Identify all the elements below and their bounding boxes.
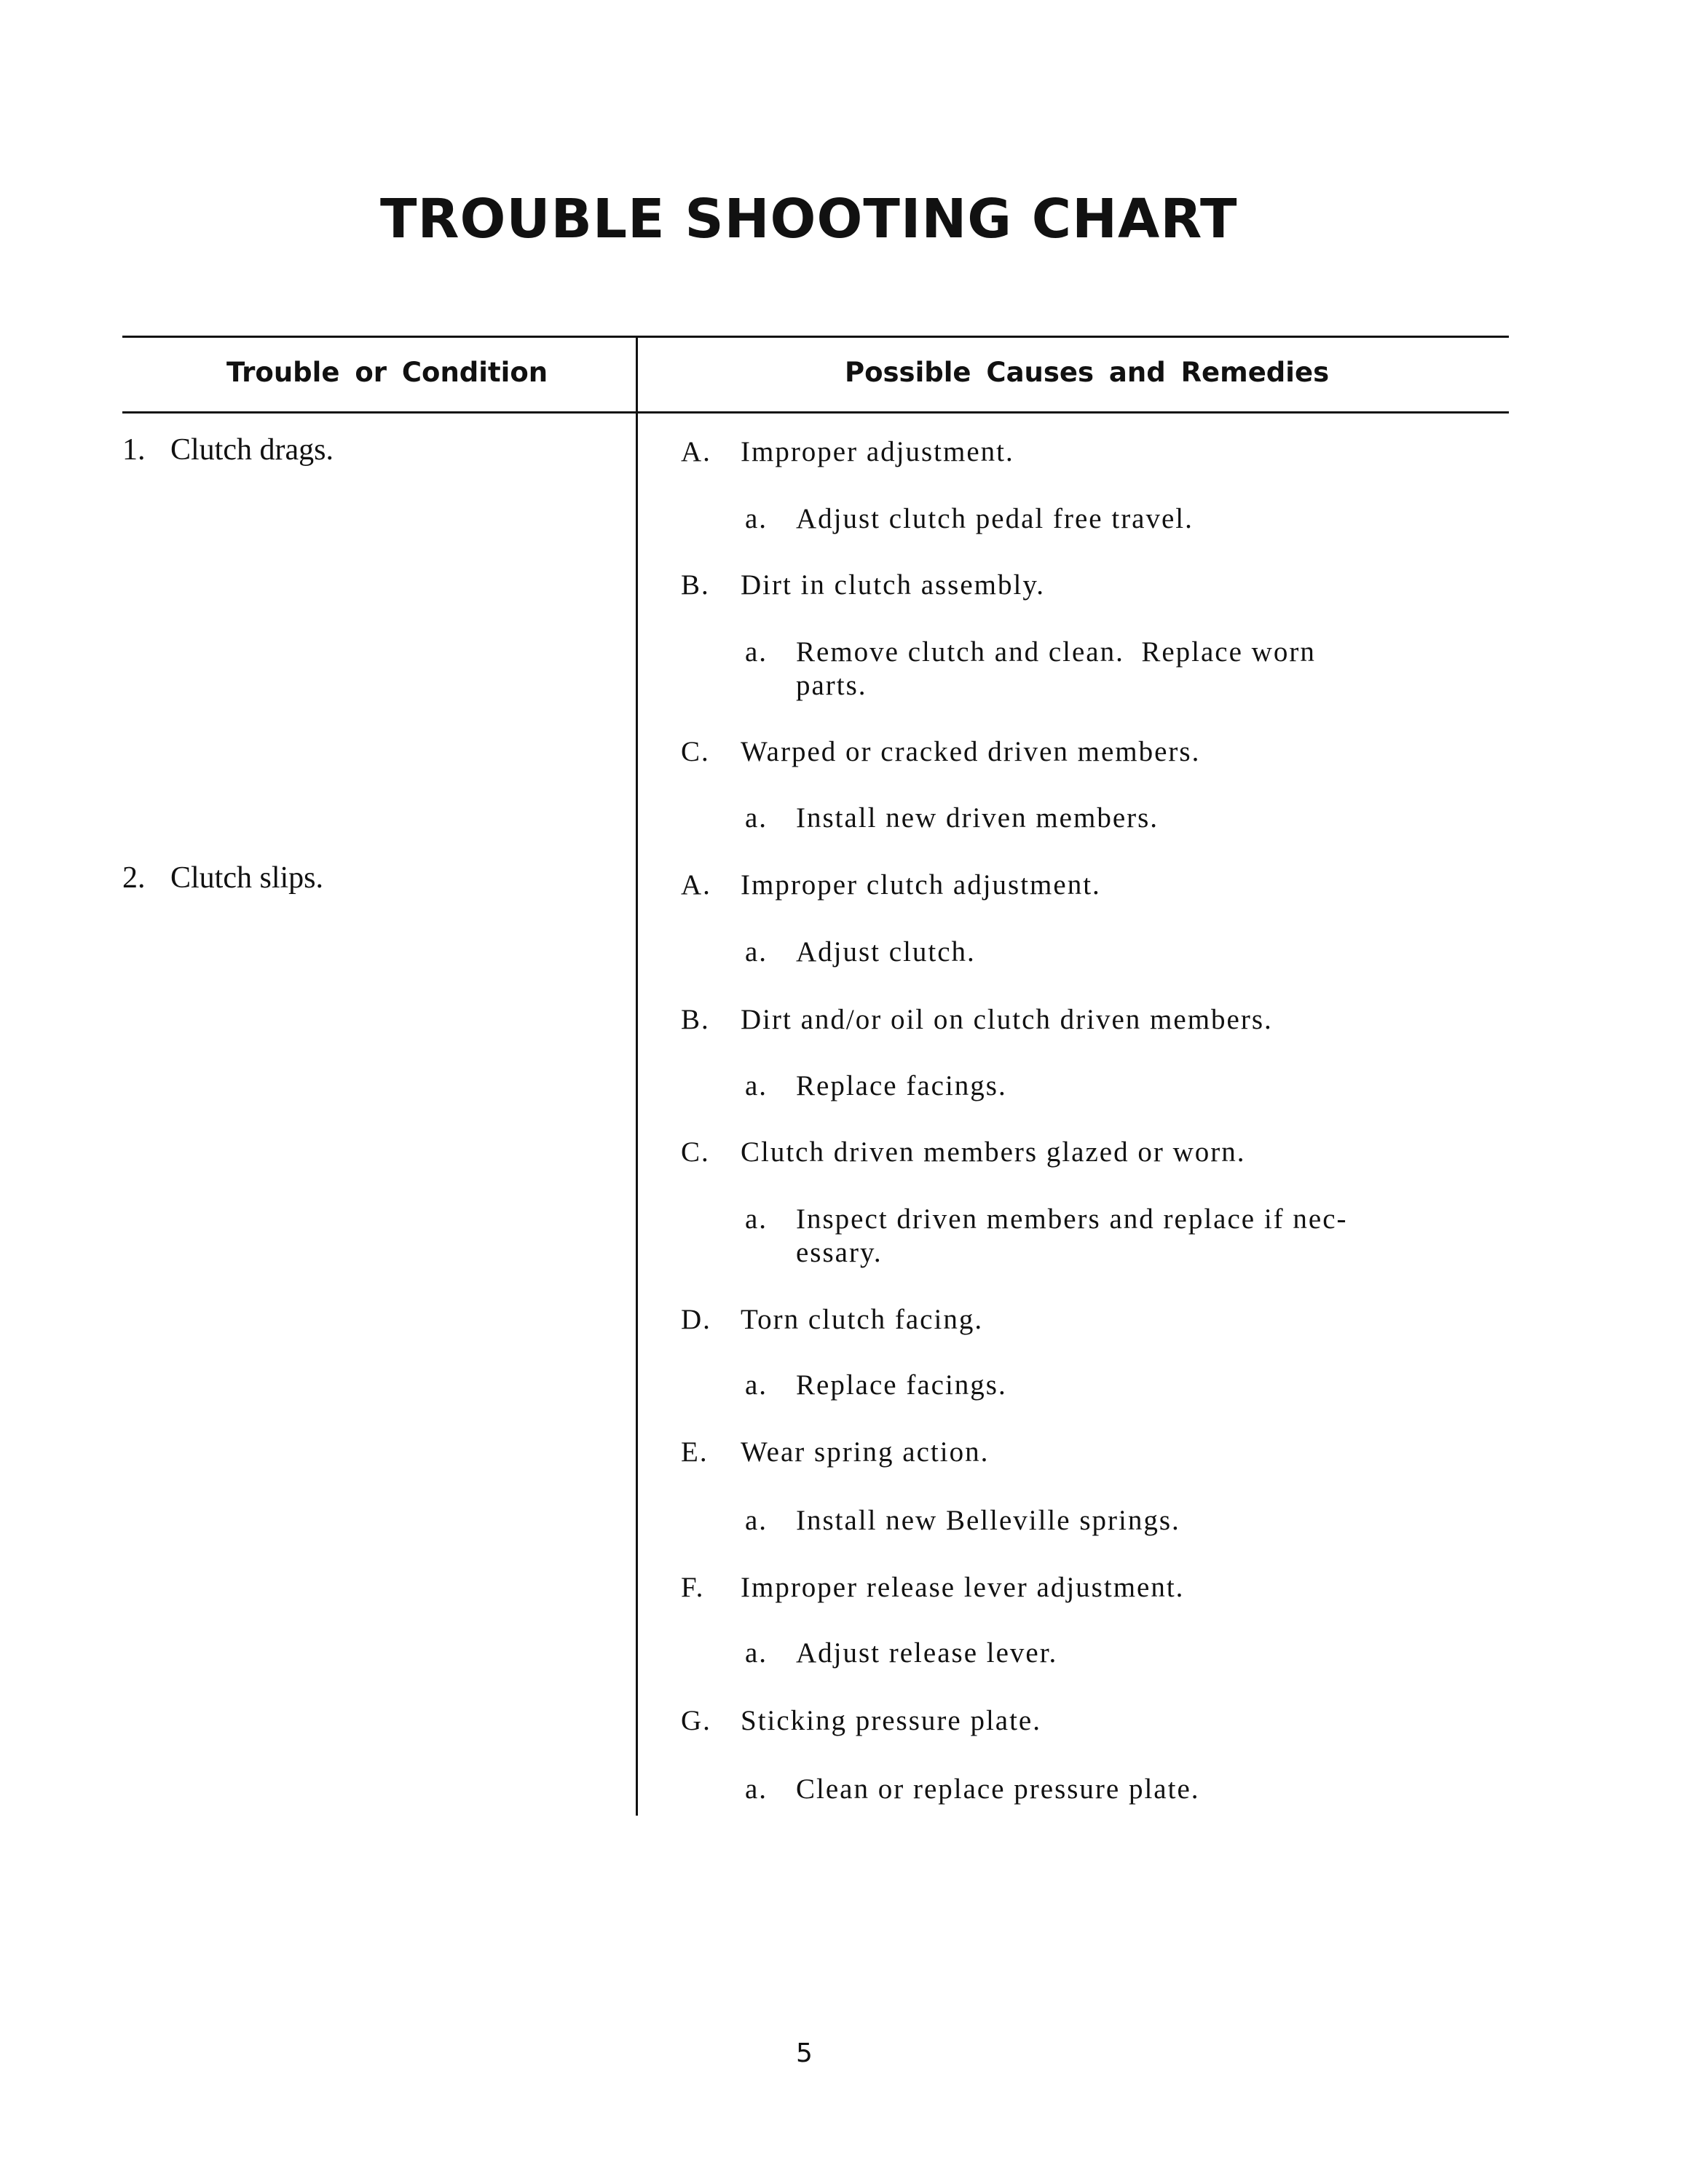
cause-item bbox=[681, 1571, 1184, 1605]
trouble-label: Clutch slips. bbox=[170, 861, 324, 895]
remedy-item bbox=[745, 1369, 1007, 1402]
remedy-text-continued: parts. bbox=[796, 670, 867, 701]
remedy-text: Adjust clutch pedal free travel. bbox=[796, 503, 1194, 534]
remedy-item bbox=[745, 1637, 1057, 1670]
remedy-letter: a. bbox=[745, 636, 768, 668]
cause-item bbox=[681, 435, 1014, 469]
remedy-letter: a. bbox=[745, 1505, 768, 1536]
remedy-letter: a. bbox=[745, 1070, 768, 1101]
cause-letter: D. bbox=[681, 1304, 711, 1335]
remedy-text-continued: essary. bbox=[796, 1237, 883, 1268]
column-header-trouble: Trouble or Condition bbox=[226, 357, 548, 388]
cause-letter: A. bbox=[681, 436, 711, 467]
cause-letter: F. bbox=[681, 1572, 705, 1603]
cause-text: Dirt in clutch assembly. bbox=[741, 569, 1046, 601]
cause-item bbox=[681, 735, 1200, 769]
remedy-item bbox=[745, 1069, 1007, 1103]
cause-text: Warped or cracked driven members. bbox=[741, 736, 1201, 767]
remedy-text: Remove clutch and clean. Replace worn bbox=[796, 636, 1316, 668]
cause-text: Improper release lever adjustment. bbox=[741, 1572, 1185, 1603]
cause-item bbox=[681, 569, 1045, 602]
cause-letter: B. bbox=[681, 1004, 710, 1035]
remedy-item bbox=[745, 1504, 1180, 1538]
trouble-number: 2. bbox=[122, 861, 146, 895]
cause-item bbox=[681, 1436, 989, 1469]
table-header-rule bbox=[122, 411, 1509, 414]
remedy-letter: a. bbox=[745, 936, 768, 968]
cause-letter: A. bbox=[681, 869, 711, 901]
remedy-text: Clean or replace pressure plate. bbox=[796, 1773, 1200, 1805]
cause-text: Wear spring action. bbox=[741, 1436, 990, 1468]
remedy-text: Replace facings. bbox=[796, 1369, 1007, 1401]
remedy-text: Inspect driven members and replace if nec- bbox=[796, 1203, 1348, 1235]
cause-letter: E. bbox=[681, 1436, 709, 1468]
remedy-item bbox=[745, 1773, 1200, 1806]
page-number: 5 bbox=[796, 2038, 813, 2068]
cause-letter: C. bbox=[681, 736, 710, 767]
cause-item bbox=[681, 1136, 1246, 1169]
remedy-item bbox=[745, 502, 1194, 536]
cause-text: Torn clutch facing. bbox=[741, 1304, 984, 1335]
remedy-item bbox=[745, 1203, 1348, 1270]
cause-item bbox=[681, 869, 1101, 902]
trouble-item bbox=[122, 860, 323, 895]
column-divider bbox=[636, 336, 638, 1816]
cause-item bbox=[681, 1303, 983, 1337]
remedy-text: Install new driven members. bbox=[796, 802, 1159, 834]
table-top-rule bbox=[122, 336, 1509, 338]
remedy-item bbox=[745, 636, 1316, 703]
remedy-item bbox=[745, 802, 1159, 835]
remedy-letter: a. bbox=[745, 1369, 768, 1401]
trouble-label: Clutch drags. bbox=[170, 433, 334, 467]
cause-letter: G. bbox=[681, 1705, 711, 1736]
remedy-letter: a. bbox=[745, 802, 768, 834]
remedy-letter: a. bbox=[745, 1203, 768, 1235]
cause-letter: C. bbox=[681, 1136, 710, 1168]
remedy-item bbox=[745, 935, 976, 969]
cause-text: Improper adjustment. bbox=[741, 436, 1014, 467]
cause-text: Improper clutch adjustment. bbox=[741, 869, 1101, 901]
cause-item bbox=[681, 1704, 1041, 1738]
cause-text: Dirt and/or oil on clutch driven members. bbox=[741, 1004, 1273, 1035]
cause-text: Sticking pressure plate. bbox=[741, 1705, 1041, 1736]
remedy-letter: a. bbox=[745, 1773, 768, 1805]
remedy-letter: a. bbox=[745, 1637, 768, 1669]
column-header-causes: Possible Causes and Remedies bbox=[845, 357, 1330, 388]
remedy-text: Adjust clutch. bbox=[796, 936, 976, 968]
cause-text: Clutch driven members glazed or worn. bbox=[741, 1136, 1246, 1168]
remedy-text: Adjust release lever. bbox=[796, 1637, 1058, 1669]
trouble-number: 1. bbox=[122, 433, 146, 467]
remedy-letter: a. bbox=[745, 503, 768, 534]
remedy-text: Install new Belleville springs. bbox=[796, 1505, 1180, 1536]
cause-item bbox=[681, 1003, 1273, 1037]
remedy-text: Replace facings. bbox=[796, 1070, 1007, 1101]
cause-letter: B. bbox=[681, 569, 710, 601]
trouble-item bbox=[122, 432, 334, 467]
page-title: TROUBLE SHOOTING CHART bbox=[380, 188, 1238, 250]
